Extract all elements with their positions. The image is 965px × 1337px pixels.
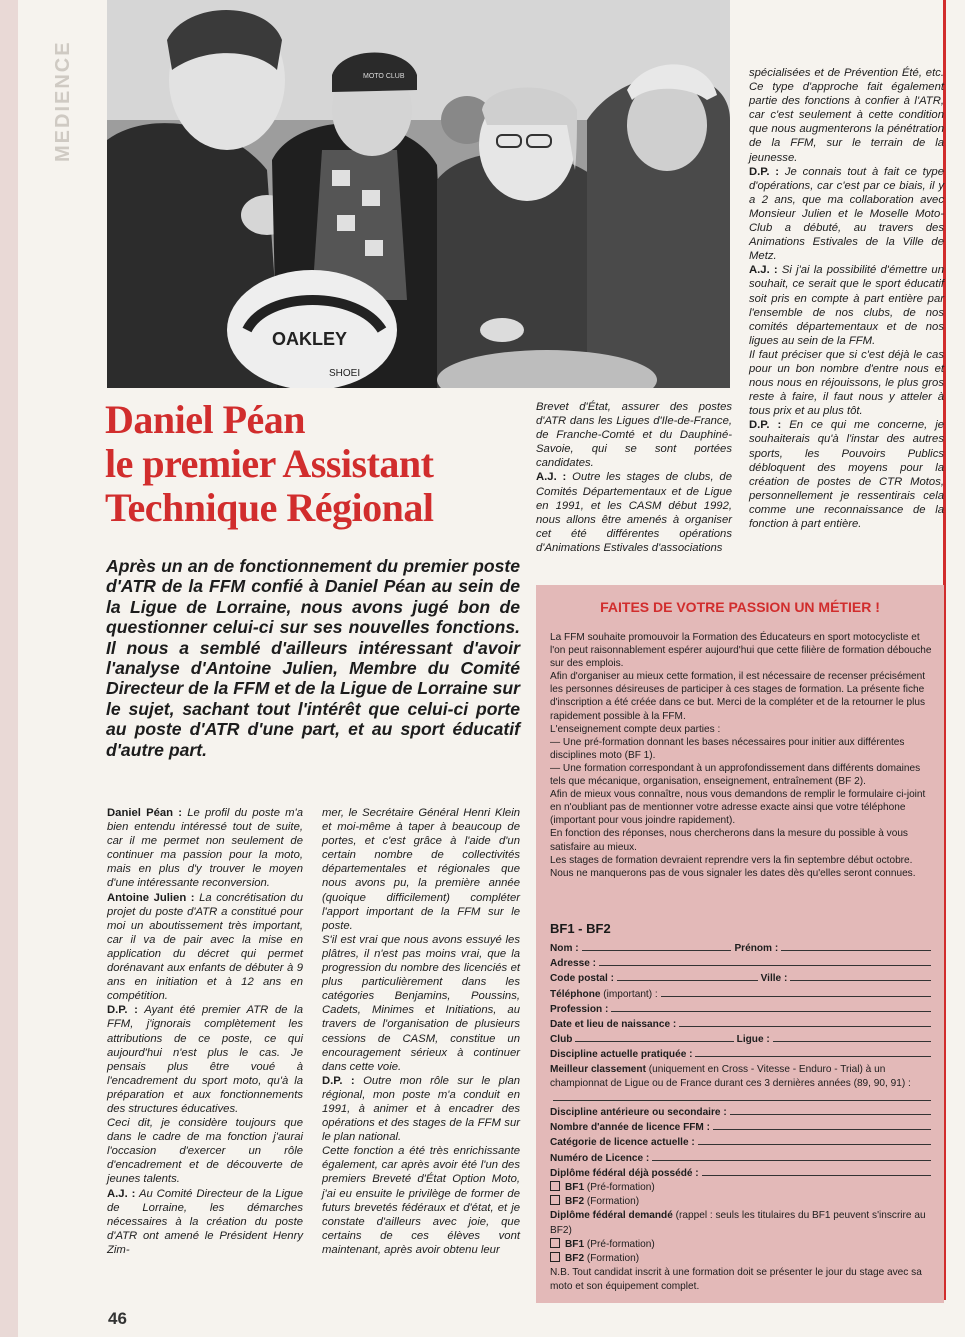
side-tag: MEDIENCE (52, 40, 74, 162)
bf1-note: (Pré-formation) (586, 1182, 655, 1194)
label-adresse: Adresse : (550, 958, 597, 970)
label-ville: Ville : (760, 973, 788, 985)
speaker: A.J. : (749, 264, 778, 277)
article-title (105, 398, 525, 530)
paragraph (749, 348, 944, 418)
paragraph (536, 400, 732, 470)
label-discipline: Discipline actuelle pratiquée : (550, 1049, 693, 1061)
bf1-label: BF1 (565, 1238, 585, 1250)
bf2-note: (Formation) (586, 1253, 640, 1265)
nb-note: N.B. Tout candidat inscrit à une formation doit se présenter le jour du stage avec sa moto et son équipement complet. (550, 1267, 922, 1293)
ville-field[interactable] (790, 971, 931, 981)
label-numero: Numéro de Licence : (550, 1152, 650, 1164)
naissance-field[interactable] (679, 1017, 931, 1027)
paragraph (322, 806, 520, 933)
paragraph (749, 66, 944, 165)
paragraph-text: Je connais tout à fait ce type d'opérations, car c'est par ce biais, il y a 2 ans, que ma collaboration avec Monsieur Julien et le Moselle Moto-Club a débuté, au travers des Animations Estivales de la Ville de Metz. (749, 165, 944, 263)
label-categorie: Catégorie de licence actuelle : (550, 1137, 695, 1149)
paragraph (322, 1074, 520, 1144)
paragraph (107, 1003, 303, 1116)
paragraph-text: Ceci dit, je considère toujours que dans le cadre de ma fonction j'aurai l'occasion d'exercer un rôle d'encadrement et de découverte de jeunes talents. (107, 1117, 303, 1186)
speaker: D.P. : (749, 165, 780, 178)
paragraph (107, 1187, 303, 1257)
adresse-field[interactable] (599, 956, 931, 966)
paragraph-text: Si j'ai la possibilité d'émettre un souhait, ce serait que le sport éducatif soit pris en compte à part entière par l'ensemble de nos clubs, de nos comités départementaux et de nos ligues au sein de la FFM. (749, 264, 944, 347)
box-paragraph: — Une formation correspondant à un approfondissement dans différents domaines tels que mécanique, organisation, enseignement, entraînement (BF 2). (550, 762, 921, 788)
box-title: FAITES DE VOTRE PASSION UN MÉTIER ! (600, 599, 880, 615)
speaker: D.P. : (322, 1074, 355, 1087)
paragraph (749, 165, 944, 264)
discipline-2-field[interactable] (730, 1105, 931, 1115)
column-2 (322, 806, 520, 1257)
discipline-field[interactable] (695, 1047, 931, 1057)
profession-field[interactable] (611, 1002, 931, 1012)
bf1-note: (Pré-formation) (586, 1238, 655, 1250)
bf2-note: (Formation) (586, 1196, 640, 1208)
registration-box (536, 585, 944, 1303)
telephone-field[interactable] (661, 987, 931, 997)
paragraph (107, 806, 303, 891)
paragraph-text: La concrétisation du projet du poste d'ATR a constitué pour moi un aboutissement très important, car il va de pair avec la mise en application du décret qui permet dorénavant aux enfants de débuter à 9 ans en initiation et à 12 ans en compétition. (107, 891, 304, 1003)
label-diplome: Diplôme fédéral déjà possédé : (550, 1167, 699, 1179)
speaker: A.J. : (536, 471, 567, 484)
title-line-1: Daniel Péan (105, 397, 306, 442)
speaker: D.P. : (107, 1004, 138, 1017)
box-paragraph: L'enseignement compte deux parties : (550, 723, 721, 735)
paragraph (107, 1116, 303, 1186)
box-paragraph: Les stages de formation devraient reprendre vers la fin septembre début octobre. Nous ne manquerons pas de vous signaler les dates dès qu'elles seront connues. (550, 854, 916, 879)
paragraph-text: Outre les stages de clubs, de Comités Départementaux et de Ligue en 1991, et les CASM début 1992, nous allons être amenés à organiser cet été différentes opérations d'Animations Estivales d'associations (536, 471, 732, 554)
categorie-field[interactable] (698, 1135, 931, 1145)
box-text (550, 631, 934, 880)
box-paragraph: Afin d'organiser au mieux cette formation, il est nécessaire de recenser précisément les personnes désireuses de participer à ces stages de formation. La présente fiche d'inscription a été créée dans ce but. Merci de la compléter et de la retourner le plus rapidement possible à la FFM. (550, 671, 926, 722)
label-telephone: Téléphone (550, 988, 601, 1000)
checkbox-demande-bf2[interactable] (550, 1252, 560, 1262)
photo-illustration (107, 0, 730, 388)
label-demande: Diplôme fédéral demandé (550, 1210, 673, 1222)
photo (107, 0, 730, 388)
paragraph (749, 263, 944, 348)
paragraph-text: Ayant été premier ATR de la FFM, j'ignorais complètement les attributions de ce poste, ce qui aujourd'hui n'est plus le cas. Je pensais plus être voué à l'encadrement du sport moto, qu'à la préparation et aux fonctionnements des structures éducatives. (107, 1004, 303, 1115)
cap-text: MOTO CLUB (363, 73, 405, 80)
column-4 (749, 66, 944, 531)
ligue-field[interactable] (773, 1032, 931, 1042)
paragraph (322, 1144, 520, 1257)
diplome-field[interactable] (702, 1166, 931, 1176)
column-1 (107, 806, 303, 1257)
paragraph-text: En ce qui me concerne, je souhaiterais qu'à l'instar des autres sports, les Pouvoirs Publics débloquent des moyens pour la création de postes de CTR Motos, personnellement je ressentirais cela comme une reconnaissance de la fonction à part entière. (749, 419, 945, 530)
helmet-brand: SHOEI (329, 368, 361, 379)
box-paragraph: — Une pré-formation donnant les bases nécessaires pour initier aux différentes disciplines moto (BF 1). (550, 736, 905, 761)
bf2-label: BF2 (565, 1253, 585, 1265)
label-classement: Meilleur classement (550, 1063, 646, 1075)
telephone-note: (important) : (603, 988, 658, 1000)
label-annees: Nombre d'année de licence FFM : (550, 1122, 711, 1134)
paragraph-text: Le profil du poste m'a bien entendu intéressé tout de suite, car il me permet non seulement de continuer ma passion pour la moto, mais en plus d'y trouver le moyen d'une intéressante reconversion. (107, 807, 303, 890)
box-paragraph: La FFM souhaite promouvoir la Formation des Éducateurs en sport motocycliste et l'on peut raisonnablement espérer aujourd'hui que cette filière de formation débouche sur des emplois. (550, 632, 932, 670)
column-3 (536, 400, 732, 555)
paragraph (749, 418, 944, 531)
label-discipline-2: Discipline antérieure ou secondaire : (550, 1107, 727, 1119)
paragraph-text: Au Comité Directeur de la Ligue de Lorraine, les démarches nécessaires à la création du poste d'ATR ont amené le Président Henry Zim- (107, 1187, 303, 1256)
bf1-label: BF1 (565, 1182, 585, 1194)
classement-note: (uniquement en Cross - Vitesse - Enduro - Trial) à un championnat de Ligue ou de France durant ces 3 dernières années (89, 90, 91) : (550, 1063, 911, 1089)
page-number: 46 (108, 1309, 127, 1328)
paragraph-text: Cette fonction a été très enrichissante également, car après avoir été l'un des premiers Breveté d'État Option Moto, j'ai eu ensuite le privilège de former de futurs brevetés fédéraux et d'état, et je constate d'ailleurs avec joie, que certains de ces élèves vont maintenant, après avoir obtenu leur (322, 1145, 520, 1256)
classement-field[interactable] (553, 1091, 931, 1101)
registration-form (550, 941, 934, 1295)
label-naissance: Date et lieu de naissance : (550, 1019, 677, 1031)
speaker: D.P. : (749, 419, 782, 432)
paragraph-text: Brevet d'État, assurer des postes d'ATR dans les Ligues d'Ile-de-France, de Franche-Comté et du Dauphiné-Savoie, qui se sont portées candidates. (536, 401, 732, 470)
label-ligue: Ligue : (736, 1034, 770, 1046)
form-title: BF1 - BF2 (550, 921, 611, 936)
paragraph (107, 891, 303, 1004)
paragraph-text: mer, le Secrétaire Général Henri Klein et moi-même à taper à beaucoup de portes, et c'est grâce à l'aide d'un certain nombre de collectivités départementales et régionales que nous avons pu, la première année (quoique difficilement) compléter l'apport important de la FFM sur le poste. (322, 807, 520, 932)
speaker: Antoine Julien : (107, 891, 195, 904)
helmet-brand-2: OAKLEY (272, 329, 348, 349)
label-club: Club (550, 1034, 573, 1046)
paragraph-text: spécialisées et de Prévention Été, etc. Ce type d'approche fait également partie des fonctions à confier à l'ATR, car c'est seulement à cette condition que nous augmenterons la pénétration de la FFM, sur le terrain de la jeunesse. (749, 67, 944, 164)
paragraph-text: Outre mon rôle sur le plan régional, mon poste m'a conduit en 1991, à animer et à encadrer des opérations et des stages de la FFM sur le plan national. (322, 1074, 521, 1144)
paragraph-text: S'il est vrai que nous avons essuyé les plâtres, il n'est pas moins vrai, que la progression du nombre des licenciés et plus particulièrement dans les catégories Benjamins, Poussins, Cadets, Minimes et Initiations, au travers de l'organisation de plusieurs cessions de CASM, constitue un encouragement sérieux à continuer dans cette voie. (322, 933, 520, 1073)
label-nom: Nom : (550, 943, 579, 954)
title-line-3: Technique Régional (105, 485, 434, 530)
label-prenom: Prénom : (734, 943, 779, 954)
article-lede: Après un an de fonctionnement du premier poste d'ATR de la FFM confié à Daniel Péan au sein de la Ligue de Lorraine, nous avons jugé bon de questionner celui-ci sur ses nouvelles fonctions. Il nous a semblé d'ailleurs intéressant d'avoir l'analyse d'Antoine Julien, Membre du Comité Directeur de la FFM et de la Ligue de Lorraine sur le sujet, sachant tout l'intérêt que celui-ci porte au poste d'ATR d'une part, et au sport éducatif d'autre part. (106, 556, 520, 760)
numero-field[interactable] (652, 1151, 931, 1161)
page-margin (0, 0, 18, 1337)
label-profession: Profession : (550, 1003, 609, 1015)
prenom-field[interactable] (781, 941, 931, 951)
paragraph (322, 933, 520, 1074)
nom-field[interactable] (582, 941, 732, 951)
bf2-label: BF2 (565, 1196, 585, 1208)
speaker: A.J. : (107, 1187, 136, 1200)
paragraph (536, 470, 732, 555)
demande-note: (rappel : seuls les titulaires du BF1 peuvent s'inscrire au BF2) (550, 1210, 926, 1236)
checkbox-bf1[interactable] (550, 1181, 560, 1191)
box-paragraph: En fonction des réponses, nous chercherons dans la mesure du possible à vous satisfaire au mieux. (550, 828, 908, 853)
box-paragraph: Afin de mieux vous connaître, nous vous demandons de remplir le formulaire ci-joint en n'oubliant pas de mentionner votre adresse exacte ainsi que votre téléphone (important pour vous joindre rapidement). (550, 789, 926, 827)
code-postal-field[interactable] (617, 971, 758, 981)
annees-field[interactable] (713, 1120, 931, 1130)
checkbox-bf2[interactable] (550, 1195, 560, 1205)
speaker: Daniel Péan : (107, 807, 183, 819)
checkbox-demande-bf1[interactable] (550, 1238, 560, 1248)
club-field[interactable] (575, 1032, 733, 1042)
paragraph-text: Il faut préciser que si c'est déjà le cas pour un bon nombre d'entre nous et nous nous en réjouissons, le plus gros reste à faire, il faut nous y atteler à tous prix et au plus tôt. (749, 348, 944, 418)
label-code-postal: Code postal : (550, 973, 614, 985)
title-line-2: le premier Assistant (105, 441, 434, 486)
